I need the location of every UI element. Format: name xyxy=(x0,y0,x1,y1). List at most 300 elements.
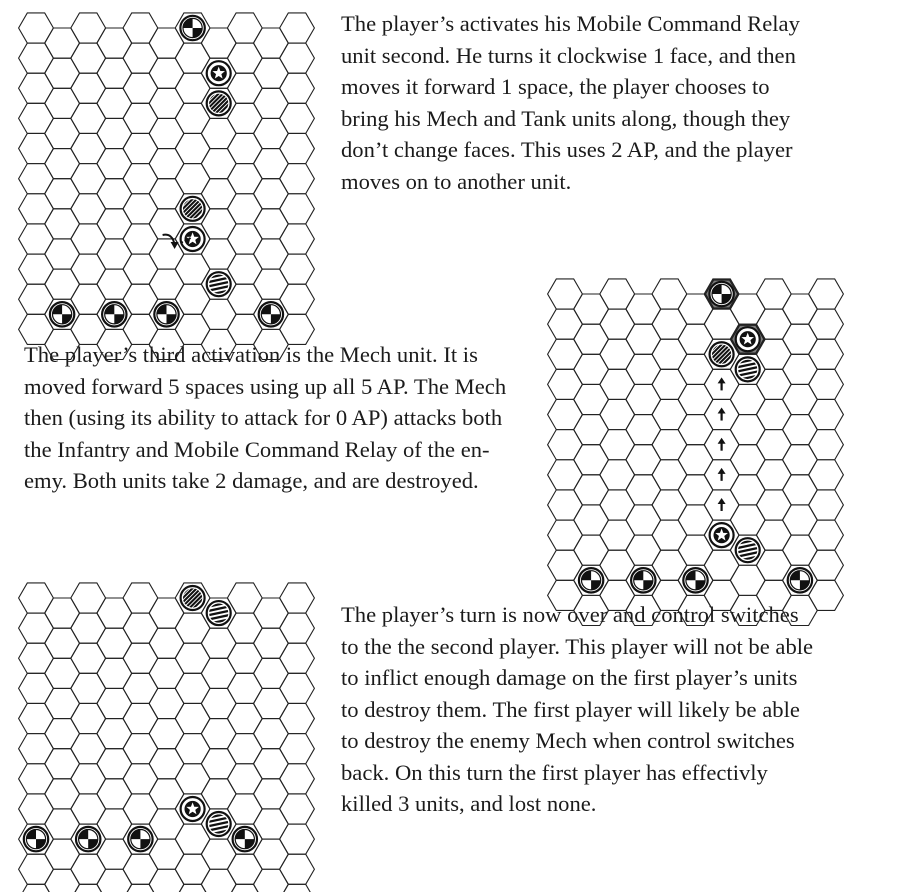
move-arrow-icon xyxy=(718,408,726,421)
hex-cell xyxy=(97,658,132,688)
hex-cell xyxy=(548,490,583,520)
hex-cell xyxy=(201,28,236,58)
hex-cell xyxy=(149,179,184,209)
hex-cell xyxy=(201,299,236,329)
hex-cell xyxy=(756,490,791,520)
hex-cell xyxy=(71,673,106,703)
hex-cell xyxy=(97,269,132,299)
hex-cell xyxy=(280,643,315,673)
hex-cell xyxy=(175,284,210,314)
paragraph-turn-over xyxy=(341,599,813,820)
hex-cell xyxy=(280,224,315,254)
hex-board-2 xyxy=(545,268,865,586)
hex-cell xyxy=(19,794,54,824)
hex-cell xyxy=(809,460,844,490)
hex-cell xyxy=(626,384,661,414)
infantry-unit xyxy=(50,302,74,326)
hex-cell xyxy=(97,118,132,148)
hex-cell xyxy=(45,269,80,299)
hex-cell xyxy=(19,734,54,764)
hex-cell xyxy=(149,239,184,269)
hex-cell xyxy=(175,254,210,284)
hex-cell xyxy=(97,179,132,209)
hex-cell xyxy=(548,430,583,460)
hex-cell xyxy=(19,284,54,314)
text-line: The player’s third activation is the Mech unit. It is xyxy=(24,342,478,367)
hex-cell xyxy=(548,309,583,339)
text-line: to the the second player. This player will not be able xyxy=(341,633,814,659)
hex-cell xyxy=(678,505,713,535)
hex-cell xyxy=(97,719,132,749)
text-line: unit second. He turns it clockwise 1 face, and then xyxy=(341,42,796,68)
tank-unit xyxy=(736,538,760,562)
infantry-unit xyxy=(683,568,707,592)
hex-cell xyxy=(756,430,791,460)
hex-cell xyxy=(574,324,609,354)
hex-cell xyxy=(201,179,236,209)
hex-cell xyxy=(600,520,635,550)
text-line: moves it forward 1 space, the player chooses to xyxy=(341,74,770,99)
hex-cell xyxy=(45,179,80,209)
hex-cell xyxy=(175,133,210,163)
hex-cell xyxy=(730,475,765,505)
hex-cell xyxy=(254,719,289,749)
hex-cell xyxy=(97,28,132,58)
move-arrow-icon xyxy=(718,377,726,390)
hex-cell xyxy=(19,133,54,163)
hex-cell xyxy=(652,369,687,399)
hex-cell xyxy=(45,598,80,628)
hex-cell xyxy=(548,279,583,309)
hex-cell xyxy=(19,613,54,643)
hex-cell xyxy=(175,613,210,643)
hex-cell xyxy=(201,779,236,809)
hex-cell xyxy=(149,658,184,688)
hex-cell xyxy=(809,339,844,369)
hex-cell xyxy=(123,43,158,73)
infantry-unit xyxy=(259,302,283,326)
text-line: emy. Both units take 2 damage, and are destroyed. xyxy=(24,468,479,493)
hex-cell xyxy=(123,794,158,824)
hex-cell xyxy=(71,224,106,254)
hex-cell xyxy=(756,520,791,550)
hex-board-1 xyxy=(0,0,335,320)
hex-cell xyxy=(809,580,844,610)
hex-cell xyxy=(227,133,262,163)
hex-cell xyxy=(175,643,210,673)
hex-cell xyxy=(123,73,158,103)
hex-cell xyxy=(678,445,713,475)
hex-board-3 xyxy=(0,574,335,892)
hex-cell xyxy=(227,643,262,673)
hex-cell xyxy=(175,703,210,733)
hex-cell xyxy=(201,209,236,239)
infantry-unit xyxy=(24,827,48,851)
hex-cell xyxy=(45,839,80,869)
hex-cell xyxy=(280,284,315,314)
hex-cell xyxy=(756,369,791,399)
hex-cell xyxy=(123,734,158,764)
hex-cell xyxy=(45,149,80,179)
hex-cell xyxy=(254,779,289,809)
hex-cell xyxy=(280,43,315,73)
hex-grid xyxy=(19,583,315,892)
tank-unit xyxy=(736,357,760,381)
hex-cell xyxy=(149,749,184,779)
hex-cell xyxy=(97,209,132,239)
hex-cell xyxy=(600,550,635,580)
hex-cell xyxy=(783,354,818,384)
hex-cell xyxy=(809,399,844,429)
hex-cell xyxy=(626,324,661,354)
hex-cell xyxy=(123,673,158,703)
hex-cell xyxy=(123,764,158,794)
hex-cell xyxy=(254,269,289,299)
hex-cell xyxy=(809,430,844,460)
hex-cell xyxy=(149,779,184,809)
hex-cell xyxy=(71,613,106,643)
command-relay-unit xyxy=(710,523,734,547)
infantry-unit xyxy=(579,568,603,592)
text-line: killed 3 units, and lost none. xyxy=(341,791,597,816)
hex-cell xyxy=(123,284,158,314)
hex-cell xyxy=(809,279,844,309)
hex-cell xyxy=(600,339,635,369)
hex-cell xyxy=(280,583,315,613)
hex-cell xyxy=(71,764,106,794)
infantry-unit xyxy=(128,827,152,851)
hex-cell xyxy=(123,854,158,884)
hex-cell xyxy=(45,688,80,718)
hex-cell xyxy=(149,28,184,58)
hex-cell xyxy=(730,415,765,445)
hex-cell xyxy=(548,339,583,369)
hex-cell xyxy=(227,673,262,703)
text-line: to inflict enough damage on the first player’s units xyxy=(341,665,798,690)
hex-cell xyxy=(19,194,54,224)
hex-cell xyxy=(678,384,713,414)
hex-cell xyxy=(123,164,158,194)
hex-cell xyxy=(97,598,132,628)
hex-cell xyxy=(19,254,54,284)
hex-cell xyxy=(280,703,315,733)
hex-cell xyxy=(19,583,54,613)
hex-cell xyxy=(227,284,262,314)
hex-cell xyxy=(175,824,210,854)
paragraph-command-relay-activation xyxy=(341,8,800,197)
infantry-unit xyxy=(631,568,655,592)
hex-cell xyxy=(280,164,315,194)
hex-cell xyxy=(574,445,609,475)
hex-cell xyxy=(97,688,132,718)
hex-cell xyxy=(227,164,262,194)
text-line: to destroy the enemy Mech when control switches xyxy=(341,728,795,753)
hex-cell xyxy=(280,764,315,794)
infantry-unit xyxy=(76,827,100,851)
hex-cell xyxy=(652,550,687,580)
hex-cell xyxy=(626,475,661,505)
hex-cell xyxy=(574,384,609,414)
hex-cell xyxy=(678,475,713,505)
hex-cell xyxy=(45,658,80,688)
hex-cell xyxy=(280,103,315,133)
hex-cell xyxy=(548,550,583,580)
infantry-unit xyxy=(154,302,178,326)
hex-cell xyxy=(227,854,262,884)
hex-cell xyxy=(254,179,289,209)
hex-cell xyxy=(175,673,210,703)
hex-cell xyxy=(574,354,609,384)
hex-cell xyxy=(254,749,289,779)
hex-cell xyxy=(678,354,713,384)
hex-cell xyxy=(809,520,844,550)
hex-cell xyxy=(574,294,609,324)
hex-cell xyxy=(19,643,54,673)
hex-cell xyxy=(123,703,158,733)
hex-cell xyxy=(574,415,609,445)
hex-cell xyxy=(254,209,289,239)
hex-cell xyxy=(227,194,262,224)
hex-cell xyxy=(730,445,765,475)
hex-cell xyxy=(652,460,687,490)
hex-cell xyxy=(97,88,132,118)
hex-cell xyxy=(574,535,609,565)
hex-cell xyxy=(227,103,262,133)
hex-cell xyxy=(809,309,844,339)
infantry-unit xyxy=(788,568,812,592)
text-line: to destroy them. The first player will likely be able xyxy=(341,696,800,722)
text-line: the Infantry and Mobile Command Relay of the en- xyxy=(24,436,490,462)
hex-cell xyxy=(71,43,106,73)
hex-cell xyxy=(71,643,106,673)
hex-cell xyxy=(626,415,661,445)
hex-cell xyxy=(175,43,210,73)
hex-cell xyxy=(19,224,54,254)
infantry-unit xyxy=(180,16,204,40)
hex-cell xyxy=(280,613,315,643)
hex-cell xyxy=(97,839,132,869)
hex-cell xyxy=(783,445,818,475)
hex-cell xyxy=(280,794,315,824)
hex-cell xyxy=(71,703,106,733)
hex-cell xyxy=(704,550,739,580)
hex-cell xyxy=(227,794,262,824)
hex-cell xyxy=(201,658,236,688)
hex-cell xyxy=(97,779,132,809)
hex-cell xyxy=(254,688,289,718)
hex-cell xyxy=(201,749,236,779)
hex-cell xyxy=(97,809,132,839)
move-arrow-icon xyxy=(718,468,726,481)
hex-cell xyxy=(175,764,210,794)
hex-cell xyxy=(280,194,315,224)
hex-cell xyxy=(783,535,818,565)
hex-cell xyxy=(280,734,315,764)
hex-cell xyxy=(123,224,158,254)
hex-cell xyxy=(783,294,818,324)
hex-cell xyxy=(19,164,54,194)
paragraph-mech-activation xyxy=(24,339,506,497)
hex-cell xyxy=(783,415,818,445)
hex-cell xyxy=(71,734,106,764)
hex-cell xyxy=(254,658,289,688)
hex-cell xyxy=(254,149,289,179)
command-relay-unit xyxy=(207,61,231,85)
hex-cell xyxy=(783,475,818,505)
hex-cell xyxy=(97,149,132,179)
hex-cell xyxy=(201,688,236,718)
hex-cell xyxy=(756,279,791,309)
hex-cell xyxy=(45,209,80,239)
hex-cell xyxy=(71,103,106,133)
hex-cell xyxy=(175,164,210,194)
hex-cell xyxy=(123,643,158,673)
text-line: don’t change faces. This uses 2 AP, and the player xyxy=(341,137,793,162)
hex-cell xyxy=(626,505,661,535)
hex-cell xyxy=(626,294,661,324)
hex-cell xyxy=(149,719,184,749)
hex-cell xyxy=(45,118,80,148)
hex-cell xyxy=(19,703,54,733)
text-line: The player’s turn is now over and control switches xyxy=(341,602,799,627)
hex-cell xyxy=(548,460,583,490)
hex-cell xyxy=(71,284,106,314)
hex-cell xyxy=(756,399,791,429)
hex-cell xyxy=(71,164,106,194)
hex-cell xyxy=(227,764,262,794)
hex-cell xyxy=(201,628,236,658)
hex-cell xyxy=(254,839,289,869)
hex-cell xyxy=(254,118,289,148)
hex-cell xyxy=(19,13,54,43)
hex-cell xyxy=(97,58,132,88)
hex-cell xyxy=(678,324,713,354)
hex-cell xyxy=(201,839,236,869)
infantry-unit xyxy=(102,302,126,326)
hex-cell xyxy=(756,460,791,490)
hex-cell xyxy=(626,445,661,475)
hex-cell xyxy=(227,613,262,643)
hex-cell xyxy=(45,239,80,269)
hex-cell xyxy=(280,824,315,854)
hex-cell xyxy=(175,854,210,884)
hex-cell xyxy=(678,535,713,565)
hex-cell xyxy=(45,88,80,118)
hex-cell xyxy=(71,794,106,824)
hex-cell xyxy=(574,475,609,505)
hex-cell xyxy=(730,505,765,535)
hex-cell xyxy=(71,73,106,103)
hex-cell xyxy=(809,550,844,580)
tank-unit xyxy=(207,272,231,296)
hex-cell xyxy=(254,239,289,269)
hex-cell xyxy=(280,254,315,284)
hex-cell xyxy=(45,58,80,88)
hex-cell xyxy=(149,598,184,628)
hex-cell xyxy=(652,520,687,550)
hex-cell xyxy=(149,628,184,658)
hex-cell xyxy=(45,628,80,658)
hex-cell xyxy=(809,369,844,399)
hex-cell xyxy=(600,399,635,429)
hex-cell xyxy=(809,490,844,520)
hex-cell xyxy=(71,13,106,43)
hex-cell xyxy=(652,309,687,339)
hex-cell xyxy=(45,28,80,58)
hex-cell xyxy=(652,279,687,309)
hex-cell xyxy=(227,43,262,73)
hex-cell xyxy=(548,369,583,399)
hex-cell xyxy=(123,13,158,43)
hex-cell xyxy=(756,550,791,580)
command-relay-unit xyxy=(181,797,205,821)
hex-cell xyxy=(71,254,106,284)
hex-cell xyxy=(280,854,315,884)
move-arrow-icon xyxy=(718,438,726,451)
text-line: moves on to another unit. xyxy=(341,168,572,194)
hex-cell xyxy=(574,505,609,535)
hex-cell xyxy=(227,734,262,764)
hex-cell xyxy=(730,565,765,595)
hex-cell xyxy=(149,809,184,839)
hex-cell xyxy=(280,884,315,892)
hex-cell xyxy=(227,254,262,284)
move-arrow-icon xyxy=(718,498,726,511)
hex-cell xyxy=(730,384,765,414)
hex-cell xyxy=(123,613,158,643)
hex-cell xyxy=(201,239,236,269)
hex-cell xyxy=(201,719,236,749)
hex-cell xyxy=(45,719,80,749)
hex-cell xyxy=(19,43,54,73)
hex-cell xyxy=(149,839,184,869)
hex-cell xyxy=(280,73,315,103)
hex-cell xyxy=(19,854,54,884)
hex-cell xyxy=(97,628,132,658)
hex-cell xyxy=(254,58,289,88)
hex-cell xyxy=(600,430,635,460)
hex-cell xyxy=(783,505,818,535)
hex-cell xyxy=(175,103,210,133)
hex-cell xyxy=(175,734,210,764)
hex-cell xyxy=(783,384,818,414)
hex-cell xyxy=(254,628,289,658)
hex-cell xyxy=(19,73,54,103)
tank-unit xyxy=(207,812,231,836)
hex-cell xyxy=(19,764,54,794)
hex-cell xyxy=(600,279,635,309)
hex-cell xyxy=(600,490,635,520)
hex-cell xyxy=(548,520,583,550)
hex-cell xyxy=(652,399,687,429)
hex-cell xyxy=(71,583,106,613)
hex-cell xyxy=(254,88,289,118)
hex-cell xyxy=(626,535,661,565)
hex-cell xyxy=(254,598,289,628)
hex-cell xyxy=(227,583,262,613)
text-line: back. On this turn the first player has effectivly xyxy=(341,759,768,785)
hex-cell xyxy=(280,13,315,43)
hex-cell xyxy=(254,809,289,839)
hex-cell xyxy=(652,490,687,520)
hex-cell xyxy=(123,133,158,163)
hex-cell xyxy=(149,269,184,299)
hex-cell xyxy=(149,58,184,88)
hex-cell xyxy=(201,149,236,179)
text-line: then (using its ability to attack for 0 AP) attacks both xyxy=(24,405,503,430)
hex-cell xyxy=(652,430,687,460)
hex-cell xyxy=(175,73,210,103)
